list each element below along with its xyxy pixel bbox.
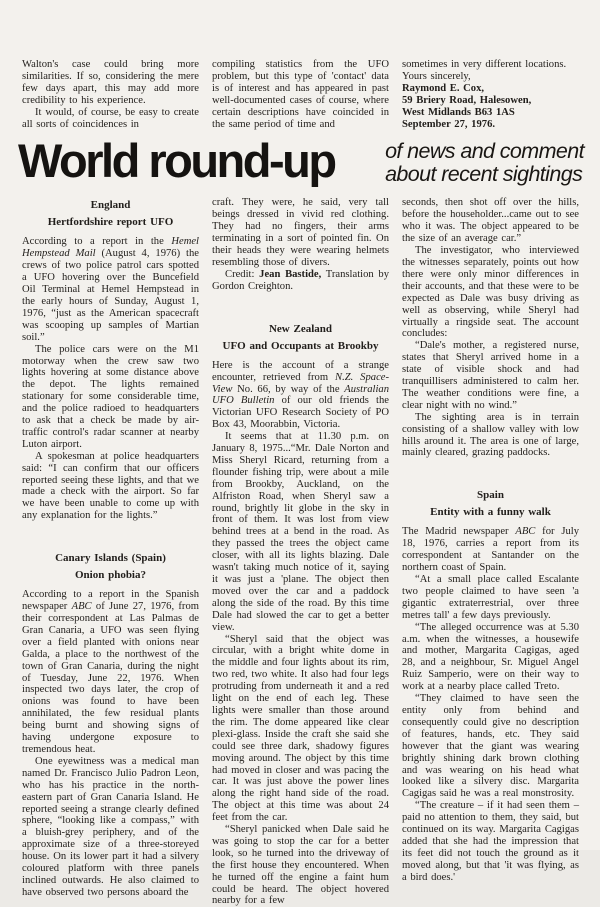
article-paragraph: sometimes in very different locations. — [402, 59, 567, 70]
article-paragraph: According to a report in the Spanish newspaper ABC of June 27, 1976, from their correspondent at Las Palmas de Gran Canaria, a UFO was seen flying over a field planted with onions near Galda, a place to the northwest of the town of Gran Canaria, during the night of Tuesday, June 22, 1976. When inspected two days later, the crop of onions was found to have been annihilated, the few residual plants being burnt and showing signs of having undergone exposure to tremendous heat. — [22, 589, 199, 755]
letter-line: Yours sincerely, — [402, 70, 471, 82]
article-paragraph: “The creature – if it had seen them – paid no attention to them, they said, but continued on its way. Margarita Cagigas added that she had the impression that its feet did not touch the ground as it moved along, but that 'it was flying, as a bird does.' — [402, 800, 579, 883]
article-paragraph: According to a report in the Hemel Hempstead Mail (August 4, 1976) the crews of two police patrol cars spotted a UFO hovering over the Buncefield Oil Terminal at Hemel Hempstead in the early hours of Sunday, August 1, 1976, “just as the American spacecraft was scooping up samples of Martian soil.” — [22, 236, 199, 343]
letter-line: 59 Briery Road, Halesowen, — [402, 94, 532, 106]
article-column-3 — [402, 197, 579, 883]
letter-column-2 — [212, 59, 389, 130]
article-column-2 — [212, 197, 389, 907]
country-heading: Canary Islands (Spain) — [55, 552, 166, 565]
article-title: Hertfordshire report UFO — [47, 216, 174, 229]
country-heading: England — [90, 199, 131, 212]
article-paragraph: The Madrid newspaper ABC for July 18, 1976, carries a report from its correspondent at Santander on the northern coast of Spain. — [402, 526, 579, 574]
article-title: Onion phobia? — [74, 569, 146, 582]
articles-section — [0, 192, 600, 907]
article-paragraph: “Dale's mother, a registered nurse, states that Sheryl arrived home in a state of visible shock and had tranquillisers administered to calm her. The weather conditions were fine, a clear night with no wind.” — [402, 340, 579, 411]
article-paragraph: It would, of course, be easy to create all sorts of coincidences in — [22, 106, 199, 130]
article-paragraph: compiling statistics from the UFO problem, but this type of 'contact' data is of interest and has appeared in past well-documented cases of course, where certain descriptions have coincided in the same period of time and — [212, 59, 389, 130]
article-paragraph: “Sheryl panicked when Dale said he was going to stop the car for a better look, so he turned into the driveway of the first house they encountered. When he turned off the engine a faint hum could be heard. The object hovered nearby for a few — [212, 824, 389, 907]
article-paragraph: The investigator, who interviewed the witnesses separately, points out how there were only minor differences in their accounts, and that these were to be expected as Dale was busy driving as well as observing, while Sheryl had virtually a ringside seat. The account concludes: — [402, 245, 579, 340]
article-paragraph: Here is the account of a strange encounter, retrieved from N.Z. Space-View No. 66, by way of the Australian UFO Bulletin of our old friends the Victorian UFO Research Society of PO Box 43, Moorabbin, Victoria. — [212, 359, 389, 431]
article-paragraph: It seems that at 11.30 p.m. on January 8, 1975...“Mr. Dale Norton and Miss Sheryl Ricard, returning from a flounder fishing trip, were about a mile from Brookby, Auckland, on the Alfriston Road, when Sheryl saw a round, brightly lit globe in the sky in front of them. It was lost from view behind trees at a bend in the road. As they passed the trees the object came closer, with all its lights blazing. Dale wasn't taking much notice of it, saying it was just a 'plane. The object then moved over the car and a paddock along the side of the road. By this time Dale had slowed the car to get a better view. — [212, 431, 389, 633]
article-paragraph: “At a small place called Escalante two people claimed to have seen 'a gigantic extraterrestrial, over three metres tall' a few days previously. — [402, 574, 579, 621]
headline-subtitle-line1: of news and comment — [385, 139, 584, 164]
article-paragraph: craft. They were, he said, very tall beings dressed in vivid red clothing. They had no fingers, their arms terminating in a sort of pointed fin. On their heads they were wearing helmets resembling those of divers. — [212, 197, 389, 268]
article-title: Entity with a funny walk — [430, 506, 551, 519]
article-paragraph: “They claimed to have seen the entity only from behind and consequently could give no description of features, hands, etc. They said however that the giant was wearing brightly shining dark brown clothing and was wearing on his head what looked like a silvery disc. Margarita Cagigas said he was a real monstrosity. — [402, 693, 579, 800]
headline-subtitle-line2: about recent sightings — [385, 162, 583, 187]
article-paragraph: “Sheryl said that the object was circular, with a bright white dome in the middle and four lights about its rim, two red, two white. It also had four legs protruding from underneath it and a red light on the end of each leg. These lights were smaller than those around the rim. The dome appeared like clear plexi-glass. Inside the craft she said she could see three dark, shadowy figures moving around. The object by this time had moved in closer and was pacing the car. It was just above the power lines along the right hand side of the road. The object at this time was about 24 feet from the car. — [212, 633, 389, 824]
letter-column-3 — [402, 59, 579, 130]
article-paragraph: seconds, then shot off over the hills, before the householder...came out to see who it was. The object appeared to be the size of an average car.” — [402, 197, 579, 245]
article-paragraph: “The alleged occurrence was at 5.30 a.m. when the witnesses, a housewife and mother, Margarita Cagigas, aged 28, and a neighbour, Sr. Miguel Angel Ruiz Samperio, were on their way to work at a nearby place called Treto. — [402, 621, 579, 693]
article-paragraph: The sighting area is in terrain consisting of a shallow valley with low hills around it. The area is one of large, mainly cleared, grazing paddocks. — [402, 411, 579, 459]
article-paragraph: One eyewitness was a medical man named Dr. Francisco Julio Padron Leon, who has his practice in the north-eastern part of Gran Canaria Island. He reported seeing a strange clearly defined sphere, “looking like a compass,” with a bluish-grey periphery, and of the approximate size of a three-storeyed house. On its lower part it had a silvery coloured platform with three panels inclined outwards. He also claimed to have observed two persons aboard the — [22, 755, 199, 898]
section-gap — [22, 522, 199, 550]
headline-subtitle — [385, 139, 584, 186]
section-gap — [402, 459, 579, 487]
article-paragraph: Walton's case could bring more similarities. If so, considering the mere few days apart, this may add more credibility to his experience. — [22, 59, 199, 106]
country-heading: New Zealand — [268, 322, 333, 335]
letter-column-1 — [22, 59, 199, 130]
article-title: UFO and Occupants at Brookby — [222, 339, 379, 352]
article-paragraph: A spokesman at police headquarters said: “I can confirm that our officers reported seeing these lights, and that we made a check with the airport. So far we have been unable to come up with any explanation for the lights.” — [22, 450, 199, 522]
country-heading: Spain — [477, 489, 504, 502]
article-paragraph: The police cars were on the M1 motorway when the crew saw two lights hovering at some distance above the depot. The lights remained stationary for some considerable time, and the police radioed to headquarters to ask that a check be made by air-traffic control's radar scanner at nearby Luton airport. — [22, 343, 199, 450]
section-gap — [212, 293, 389, 321]
article-paragraph: Credit: Jean Bastide, Translation by Gordon Creighton. — [212, 268, 389, 292]
letters-section — [0, 0, 600, 130]
letter-line: September 27, 1976. — [402, 118, 496, 130]
headline — [0, 130, 600, 192]
article-column-1 — [22, 197, 199, 898]
letter-line: Raymond E. Cox, — [402, 82, 485, 94]
letter-line: West Midlands B63 1AS — [402, 106, 515, 118]
headline-title: World round-up — [18, 134, 335, 188]
